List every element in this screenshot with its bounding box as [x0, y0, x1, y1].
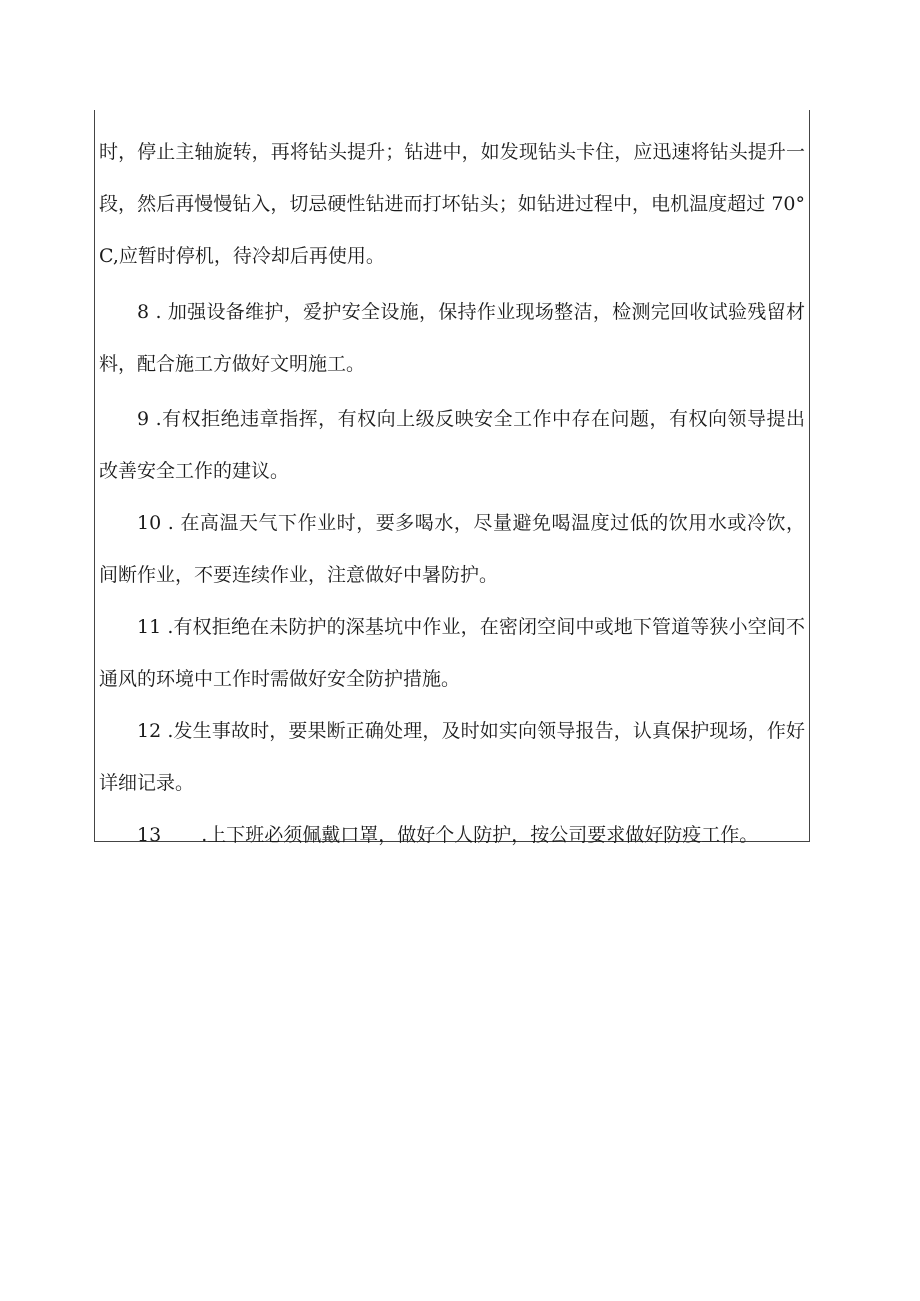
paragraph-8: 8 . 加强设备维护，爱护安全设施，保持作业现场整洁，检测完回收试验残留材料，配合施工方做好文明施工。 [99, 301, 805, 375]
document-body [99, 126, 805, 861]
paragraph-12: 12 .发生事故时，要果断正确处理，及时如实向领导报告，认真保护现场，作好详细记录。 [99, 720, 805, 794]
paragraph-13 [99, 809, 805, 861]
paragraph-13-number: 13 [137, 824, 162, 846]
table-cell-frame [94, 110, 810, 846]
paragraph-11: 11 .有权拒绝在未防护的深基坑中作业，在密闭空间中或地下管道等狭小空间不通风的环境中工作时需做好安全防护措施。 [99, 616, 805, 690]
paragraph-9: 9 .有权拒绝违章指挥，有权向上级反映安全工作中存在问题，有权向领导提出改善安全工作的建议。 [99, 408, 805, 482]
paragraph-10: 10 . 在高温天气下作业时，要多喝水，尽量避免喝温度过低的饮用水或冷饮，间断作业，不要连续作业，注意做好中暑防护。 [99, 512, 805, 586]
paragraph-continued: 时，停止主轴旋转，再将钻头提升；钻进中，如发现钻头卡住，应迅速将钻头提升一段，然后再慢慢钻入，切忌硬性钻进而打坏钻头；如钻进过程中，电机温度超过 70°C,应暂时停机，待冷却后再使用。 [99, 141, 805, 267]
paragraph-13-text: .上下班必须佩戴口罩，做好个人防护，按公司要求做好防疫工作。 [201, 824, 759, 846]
